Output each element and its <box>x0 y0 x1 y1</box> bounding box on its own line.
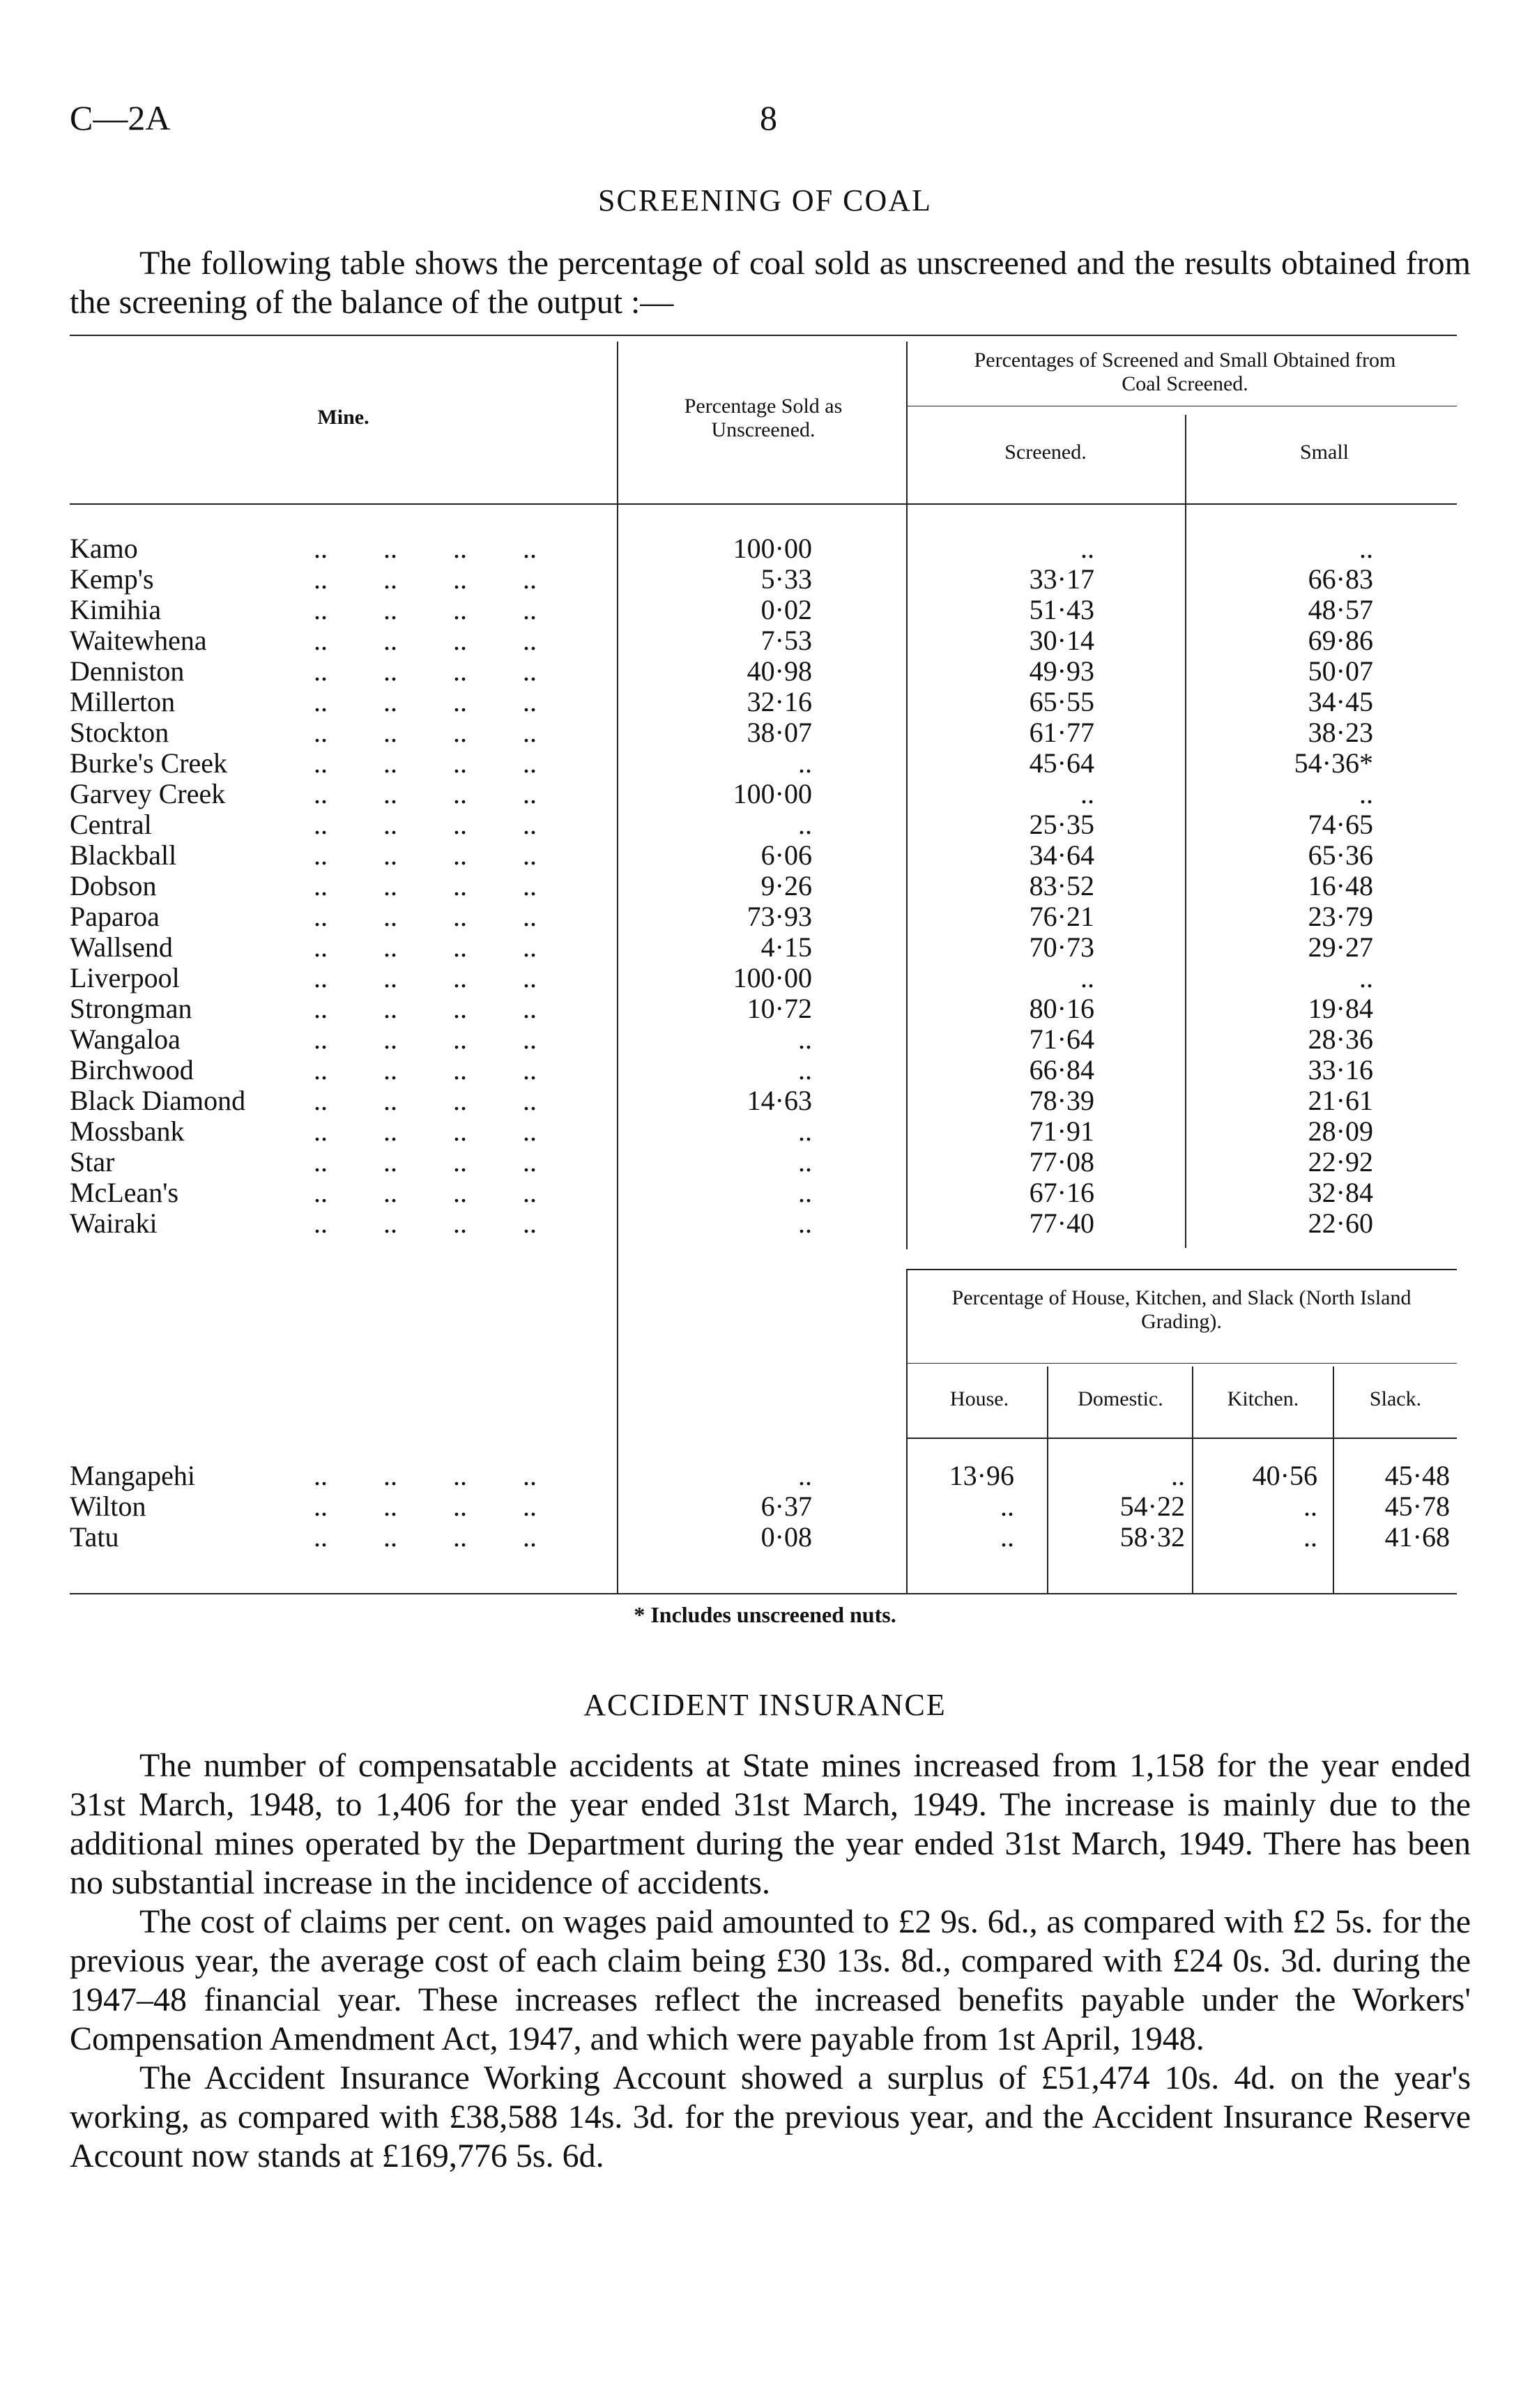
unscreened-cell: 40·98 <box>747 655 812 687</box>
small-cell: .. <box>1359 778 1373 809</box>
unscreened-cell: .. <box>798 1146 812 1178</box>
leader-dots: .. .. .. .. <box>307 1054 537 1085</box>
screened-cell: 30·14 <box>1029 625 1094 656</box>
screened-cell: 25·35 <box>1029 809 1094 840</box>
slack-cell: 45·48 <box>1384 1460 1450 1491</box>
table-top-rule <box>70 335 1457 336</box>
north-column-header-group: Percentage of House, Kitchen, and Slack (North Island Grading). <box>951 1286 1412 1333</box>
small-cell: 33·16 <box>1308 1054 1373 1085</box>
table-row <box>0 963 1530 993</box>
table-header-rule <box>70 503 1457 505</box>
leader-dots: .. .. .. .. <box>307 1085 537 1116</box>
mine-name-cell: Waitewhena <box>70 625 207 656</box>
table-row <box>0 717 1530 748</box>
leader-dots: .. .. .. .. <box>307 1177 537 1208</box>
mine-name-cell: McLean's <box>70 1177 179 1208</box>
leader-dots: .. .. .. .. <box>307 594 537 625</box>
small-cell: 28·09 <box>1308 1115 1373 1147</box>
mine-name-cell: Paparoa <box>70 901 160 932</box>
table-row <box>0 901 1530 932</box>
mine-name-cell: Kemp's <box>70 563 154 595</box>
leader-dots: .. .. .. .. <box>307 1521 537 1553</box>
table-row <box>0 932 1530 963</box>
small-cell: 48·57 <box>1308 594 1373 625</box>
screening-intro: The following table shows the percentage of coal sold as unscreened and the results obtained from the screening of the balance of the output :— <box>70 245 1471 321</box>
mine-name-cell: Kamo <box>70 533 138 564</box>
unscreened-cell: 7·53 <box>760 625 812 656</box>
unscreened-cell: 4·15 <box>760 931 812 963</box>
screened-cell: 66·84 <box>1029 1054 1094 1085</box>
column-header-unscreened: Percentage Sold as Unscreened. <box>684 395 843 441</box>
unscreened-cell: 0·08 <box>760 1521 812 1553</box>
unscreened-cell: 6·06 <box>760 839 812 871</box>
screened-cell: 45·64 <box>1029 747 1094 779</box>
small-cell: 32·84 <box>1308 1177 1373 1208</box>
unscreened-cell: .. <box>798 747 812 779</box>
screened-cell: 80·16 <box>1029 993 1094 1024</box>
leader-dots: .. .. .. .. <box>307 533 537 564</box>
table-row <box>0 687 1530 717</box>
unscreened-cell: 100·00 <box>733 533 812 564</box>
table-row <box>0 809 1530 840</box>
leader-dots: .. .. .. .. <box>307 870 537 901</box>
mine-name-cell: Garvey Creek <box>70 778 226 809</box>
screened-cell: 34·64 <box>1029 839 1094 871</box>
leader-dots: .. .. .. .. <box>307 1460 537 1491</box>
unscreened-cell: .. <box>798 809 812 840</box>
domestic-cell: 58·32 <box>1119 1521 1185 1553</box>
small-cell: 74·65 <box>1308 809 1373 840</box>
house-cell: .. <box>1000 1521 1014 1553</box>
slack-cell: 41·68 <box>1384 1521 1450 1553</box>
table-row <box>0 993 1530 1024</box>
leader-dots: .. .. .. .. <box>307 778 537 809</box>
unscreened-cell: .. <box>798 1207 812 1239</box>
table-row <box>0 564 1530 595</box>
leader-dots: .. .. .. .. <box>307 1146 537 1178</box>
leader-dots: .. .. .. .. <box>307 1115 537 1147</box>
screened-cell: .. <box>1080 962 1094 993</box>
table-row <box>0 1208 1530 1239</box>
small-cell: 19·84 <box>1308 993 1373 1024</box>
mine-name-cell: Wallsend <box>70 931 173 963</box>
north-column-header-house: House. <box>949 1387 1009 1410</box>
leader-dots: .. .. .. .. <box>307 1023 537 1055</box>
leader-dots: .. .. .. .. <box>307 809 537 840</box>
mine-name-cell: Wangaloa <box>70 1023 181 1055</box>
leader-dots: .. .. .. .. <box>307 625 537 656</box>
mine-name-cell: Dobson <box>70 870 157 901</box>
table-row <box>0 1055 1530 1085</box>
house-cell: .. <box>1000 1491 1014 1522</box>
unscreened-cell: 100·00 <box>733 778 812 809</box>
small-cell: 69·86 <box>1308 625 1373 656</box>
mine-name-cell: Central <box>70 809 152 840</box>
small-cell: 38·23 <box>1308 717 1373 748</box>
page-number: 8 <box>760 98 777 137</box>
mine-name-cell: Kimihia <box>70 594 162 625</box>
small-cell: .. <box>1359 962 1373 993</box>
leader-dots: .. .. .. .. <box>307 717 537 748</box>
mine-name-cell: Strongman <box>70 993 192 1024</box>
leader-dots: .. .. .. .. <box>307 962 537 993</box>
mine-name-cell: Liverpool <box>70 962 180 993</box>
leader-dots: .. .. .. .. <box>307 655 537 687</box>
table-row <box>0 748 1530 779</box>
north-column-header-slack: Slack. <box>1369 1387 1422 1410</box>
screened-cell: 76·21 <box>1029 901 1094 932</box>
unscreened-cell: .. <box>798 1023 812 1055</box>
domestic-cell: .. <box>1171 1460 1185 1491</box>
leader-dots: .. .. .. .. <box>307 1207 537 1239</box>
kitchen-cell: .. <box>1303 1521 1317 1553</box>
unscreened-cell: 38·07 <box>747 717 812 748</box>
table-row <box>0 1085 1530 1116</box>
mine-name-cell: Blackball <box>70 839 177 871</box>
slack-cell: 45·78 <box>1384 1491 1450 1522</box>
table-row <box>0 840 1530 871</box>
north-column-header-kitchen: Kitchen. <box>1227 1387 1299 1410</box>
unscreened-cell: 9·26 <box>760 870 812 901</box>
small-cell: 28·36 <box>1308 1023 1373 1055</box>
table-row <box>0 871 1530 901</box>
north-header-rule <box>906 1363 1457 1364</box>
small-cell: 16·48 <box>1308 870 1373 901</box>
mine-name-cell: Burke's Creek <box>70 747 228 779</box>
screened-cell: 78·39 <box>1029 1085 1094 1116</box>
kitchen-cell: 40·56 <box>1252 1460 1317 1491</box>
table-row <box>0 779 1530 809</box>
screened-cell: 77·40 <box>1029 1207 1094 1239</box>
screened-cell: 70·73 <box>1029 931 1094 963</box>
small-cell: 22·92 <box>1308 1146 1373 1178</box>
screened-cell: .. <box>1080 778 1094 809</box>
table-row <box>0 1178 1530 1208</box>
accident-paragraph-3: The Accident Insurance Working Account showed a surplus of £51,474 10s. 4d. on the year's working, as compared with £38,588 14s. 3d. for the previous year, and the Accident Insurance Reserve Account now stands at £169,776 5s. 6d. <box>70 2059 1471 2174</box>
leader-dots: .. .. .. .. <box>307 993 537 1024</box>
small-cell: 66·83 <box>1308 563 1373 595</box>
screened-cell: 51·43 <box>1029 594 1094 625</box>
mine-name-cell: Black Diamond <box>70 1085 246 1116</box>
small-cell: 23·79 <box>1308 901 1373 932</box>
screened-cell: 61·77 <box>1029 717 1094 748</box>
unscreened-cell: 5·33 <box>760 563 812 595</box>
unscreened-cell: 10·72 <box>747 993 812 1024</box>
column-header-screened: Screened. <box>1004 441 1087 464</box>
small-cell: 29·27 <box>1308 931 1373 963</box>
table-row <box>0 1461 1530 1491</box>
table-row <box>0 1147 1530 1178</box>
screened-cell: 33·17 <box>1029 563 1094 595</box>
screened-cell: 77·08 <box>1029 1146 1094 1178</box>
mine-name-cell: Wilton <box>70 1491 146 1522</box>
mine-name-cell: Mangapehi <box>70 1460 195 1491</box>
table-row <box>0 1116 1530 1147</box>
table-row <box>0 1522 1530 1553</box>
leader-dots: .. .. .. .. <box>307 931 537 963</box>
leader-dots: .. .. .. .. <box>307 747 537 779</box>
unscreened-cell: 73·93 <box>747 901 812 932</box>
small-cell: 50·07 <box>1308 655 1373 687</box>
north-column-header-domestic: Domestic. <box>1078 1387 1163 1410</box>
mine-name-cell: Stockton <box>70 717 169 748</box>
small-cell: 22·60 <box>1308 1207 1373 1239</box>
unscreened-cell: 6·37 <box>760 1491 812 1522</box>
mine-name-cell: Star <box>70 1146 115 1178</box>
kitchen-cell: .. <box>1303 1491 1317 1522</box>
small-cell: 54·36* <box>1294 747 1373 779</box>
table-divider-unscreened <box>906 342 908 503</box>
mine-name-cell: Tatu <box>70 1521 119 1553</box>
screened-cell: 65·55 <box>1029 686 1094 717</box>
screening-title: SCREENING OF COAL <box>598 183 932 218</box>
screened-cell: .. <box>1080 533 1094 564</box>
screened-cell: 67·16 <box>1029 1177 1094 1208</box>
north-header-bottom-rule <box>906 1438 1457 1439</box>
table-row <box>0 595 1530 625</box>
accident-paragraph-2: The cost of claims per cent. on wages paid amounted to £2 9s. 6d., as compared with £2 5s. for the previous year, the average cost of each claim being £30 13s. 8d., compared with £24 0s. 3d. during the 1947–48 financial year. These increases reflect the increased benefits payable under the Workers' Compensation Amendment Act, 1947, and which were payable from 1st April, 1948. <box>70 1903 1471 2057</box>
table-row <box>0 656 1530 687</box>
unscreened-cell: 14·63 <box>747 1085 812 1116</box>
column-header-mine: Mine. <box>317 406 369 429</box>
accident-title: ACCIDENT INSURANCE <box>583 1688 947 1722</box>
leader-dots: .. .. .. .. <box>307 563 537 595</box>
mine-name-cell: Birchwood <box>70 1054 194 1085</box>
mine-name-cell: Mossbank <box>70 1115 185 1147</box>
mine-name-cell: Wairaki <box>70 1207 158 1239</box>
table-footnote: * Includes unscreened nuts. <box>634 1602 896 1627</box>
table-row <box>0 533 1530 564</box>
mine-name-cell: Denniston <box>70 655 185 687</box>
screened-cell: 71·64 <box>1029 1023 1094 1055</box>
house-cell: 13·96 <box>949 1460 1014 1491</box>
leader-dots: .. .. .. .. <box>307 901 537 932</box>
document-code: C—2A <box>70 98 171 137</box>
unscreened-cell: .. <box>798 1460 812 1491</box>
unscreened-cell: 32·16 <box>747 686 812 717</box>
accident-paragraph-1: The number of compensatable accidents at State mines increased from 1,158 for the year ended 31st March, 1948, to 1,406 for the year ended 31st March, 1949. The increase is mainly due to the additional mines operated by the Department during the year ended 31st March, 1949. There has been no substantial increase in the incidence of accidents. <box>70 1747 1471 1901</box>
small-cell: 34·45 <box>1308 686 1373 717</box>
screened-cell: 49·93 <box>1029 655 1094 687</box>
leader-dots: .. .. .. .. <box>307 839 537 871</box>
table-row <box>0 1491 1530 1522</box>
north-group-top-rule <box>906 1269 1457 1270</box>
small-cell: .. <box>1359 533 1373 564</box>
table-row <box>0 625 1530 656</box>
unscreened-cell: .. <box>798 1115 812 1147</box>
unscreened-cell: .. <box>798 1177 812 1208</box>
small-cell: 65·36 <box>1308 839 1373 871</box>
mine-name-cell: Millerton <box>70 686 176 717</box>
column-header-screened-group: Percentages of Screened and Small Obtained from Coal Screened. <box>974 349 1396 395</box>
screened-cell: 83·52 <box>1029 870 1094 901</box>
unscreened-cell: 100·00 <box>733 962 812 993</box>
table-row <box>0 1024 1530 1055</box>
domestic-cell: 54·22 <box>1119 1491 1185 1522</box>
leader-dots: .. .. .. .. <box>307 1491 537 1522</box>
table-bottom-rule <box>70 1593 1457 1594</box>
unscreened-cell: .. <box>798 1054 812 1085</box>
accident-paragraphs <box>70 1746 1471 2176</box>
leader-dots: .. .. .. .. <box>307 686 537 717</box>
unscreened-cell: 0·02 <box>760 594 812 625</box>
screened-cell: 71·91 <box>1029 1115 1094 1147</box>
column-header-small: Small <box>1299 441 1349 464</box>
small-cell: 21·61 <box>1308 1085 1373 1116</box>
